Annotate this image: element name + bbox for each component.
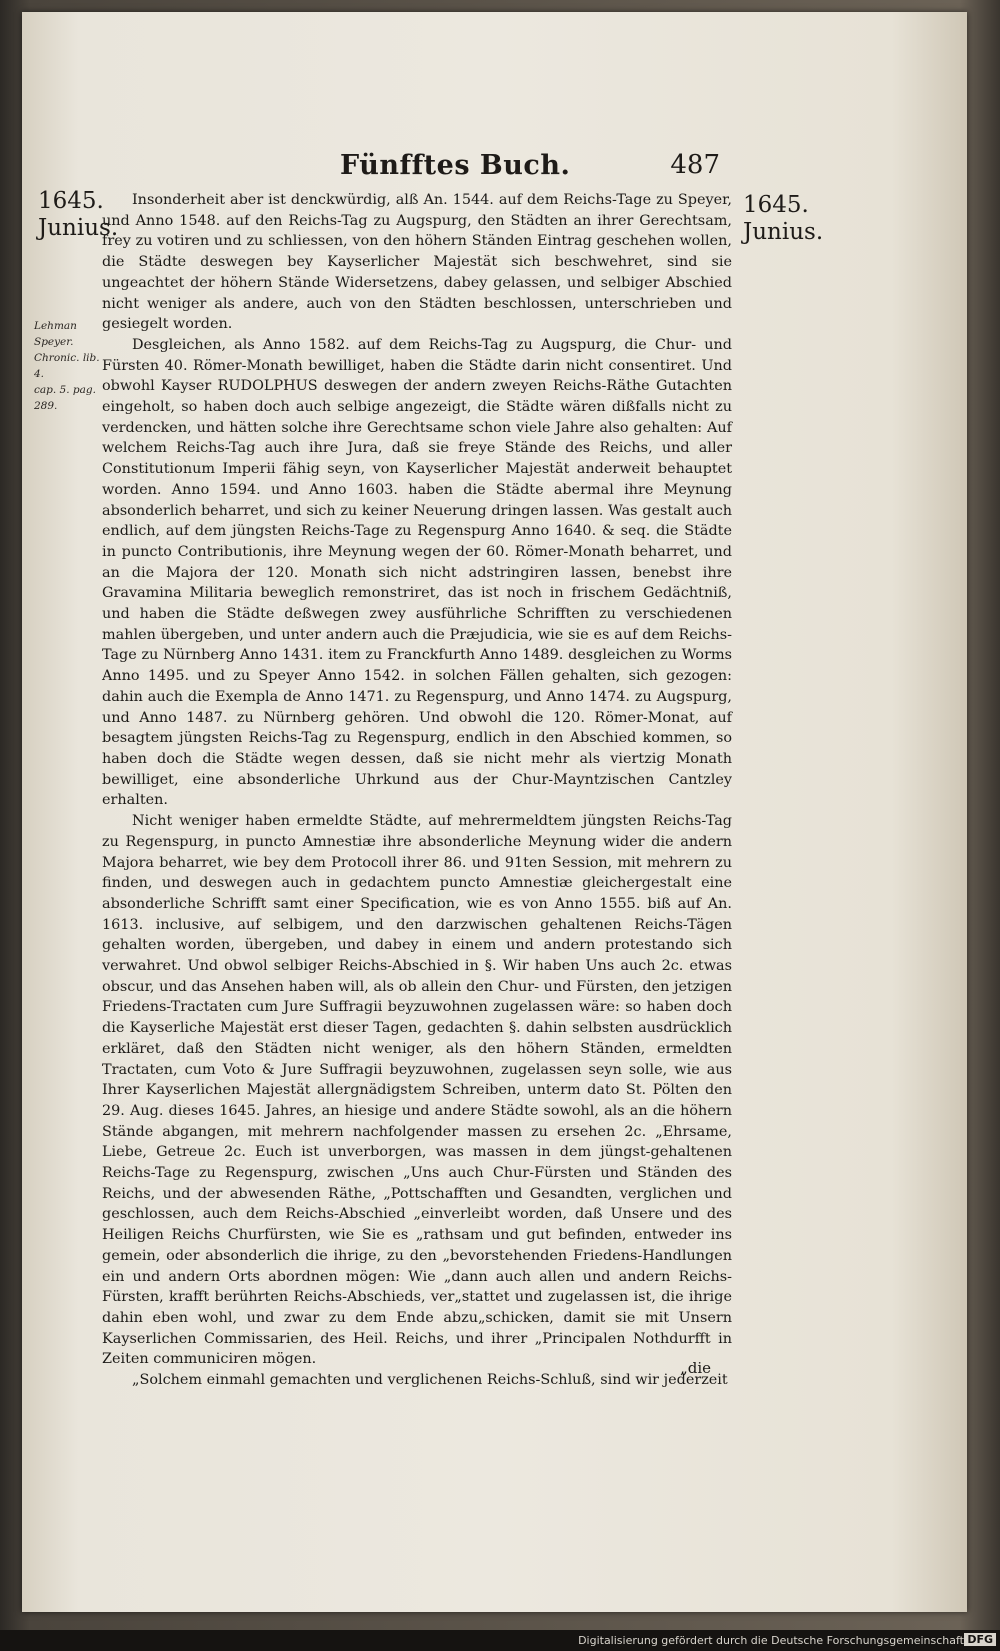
running-head [340,150,720,190]
catchword: „die [680,1359,712,1377]
left-margin-month: Junius. [38,215,119,241]
right-margin-year: 1645. [743,192,809,218]
body-text [102,190,732,1391]
marginal-citation-line: Speyer. [34,336,74,348]
right-margin-month: Junius. [743,219,824,245]
paragraph: Nicht weniger haben ermeldte Städte, auf mehrermeldtem jüngsten Reichs-Tag zu Regenspurg, in puncto Amnestiæ ihre absonderliche Meynung wider die andern Majora beharret, wie bey dem Protocoll ihrer 86. und 91ten Session, mit mehrern zu finden, und deswegen auch in gedachtem puncto Amnestiæ gleichergestalt eine absonderliche Schrifft samt einer Specification, wie es von Anno 1555. biß auf An. 1613. inclusive, auf selbigem, und den darzwischen gehaltenen Reichs-Tägen gehalten worden, übergeben, und dabey in einem und andern protestando sich verwahret. Und obwol selbiger Reichs-Abschied in §. Wir haben Uns auch 2c. etwas obscur, und das Ansehen haben will, als ob allein den Chur- und Fürsten, den jetzigen Friedens-Tractaten cum Jure Suffragii beyzuwohnen zugelassen wäre: so haben doch die Kayserliche Majestät erst dieser Tagen, gedachten §. dahin selbsten ausdrücklich erkläret, daß den Städten nicht weniger, als den höhern Ständen, ermeldten Tractaten, cum Voto & Jure Suffragii beyzuwohnen, zugelassen seyn solle, wie aus Ihrer Kayserlichen Majestät allergnädigstem Schreiben, unterm dato St. Pölten den 29. Aug. dieses 1645. Jahres, an hiesige und andere Städte sowohl, als an die höhern Stände abgangen, mit mehrern nachfolgender massen zu ersehen 2c. „Ehrsame, Liebe, Getreue 2c. Euch ist unverborgen, was massen in dem jüngst-gehaltenen Reichs-Tage zu Regenspurg, zwischen „Uns auch Chur-Fürsten und Ständen des Reichs, und der abwesenden Räthe, „Pottschafften und Gesandten, verglichen und geschlossen, auch dem Reichs-Abschied „einverleibt worden, daß Unsere und des Heiligen Reichs Churfürsten, wie Sie es „rathsam und gut befinden, entweder ins gemein, oder absonderlich die ihrige, zu den „bevorstehenden Friedens-Handlungen ein und andern Orts abordnen mögen: Wie „dann auch allen und andern Reichs-Fürsten, krafft berührten Reichs-Abschieds, ver„stattet und zugelassen ist, die ihrige dahin eben wohl, und zwar zu dem Ende abzu„schicken, damit sie mit Unsern Kayserlichen Commissarien, des Heil. Reichs, und ihrer „Principalen Nothdurfft in Zeiten communiciren mögen. [102,813,732,1368]
paragraph: „Solchem einmahl gemachten und verglichenen Reichs-Schluß, sind wir jederzeit [132,1372,728,1389]
page-number: 487 [670,150,720,180]
footer-credit: Digitalisierung gefördert durch die Deutsche Forschungsgemeinschaft [578,1634,964,1647]
dfg-logo: DFG [964,1633,996,1646]
paragraph: Insonderheit aber ist denckwürdig, alß An. 1544. auf dem Reichs-Tage zu Speyer, und Anno 1548. auf den Reichs-Tag zu Augspurg, den Städten an ihrer Gerechtsam, frey zu votiren und zu schliessen, von den höhern Ständen Eintrag geschehen wollen, die Städte deswegen bey Kayserlicher Majestät sich beschwehret, sind sie ungeachtet der höhern Stände Widersetzens, dabey gelassen, und selbiger Abschied nicht weniger als andere, auch von den Städten beschlossen, unterschrieben und gesiegelt worden. [102,192,732,333]
marginal-citation-line: Chronic. lib. 4. [34,352,100,380]
left-margin-year: 1645. [38,188,104,214]
marginal-citation-line: Lehman [34,320,77,332]
right-margin-date [743,192,823,246]
running-title: Fünfftes Buch. [340,150,571,181]
paragraph: Desgleichen, als Anno 1582. auf dem Reichs-Tag zu Augspurg, die Chur- und Fürsten 40. Römer-Monath bewilliget, haben die Städte darin nicht consentiret. Und obwohl Kayser RUDOLPHUS deswegen der andern zweyen Reichs-Räthe Gutachten eingeholt, so haben doch auch selbige angezeigt, die Städte wären dißfalls nicht zu verdencken, und hätten solche ihre Gerechtsame schon viele Jahre also gehalten: Auf welchem Reichs-Tag auch ihre Jura, daß sie freye Stände des Reichs, und aller Constitutionum Imperii fähig seyn, von Kayserlicher Majestät anderweit behauptet worden. Anno 1594. und Anno 1603. haben die Städte abermal ihre Meynung absonderlich beharret, und sich zu keiner Neuerung dringen lassen. Was gestalt auch endlich, auf dem jüngsten Reichs-Tage zu Regenspurg Anno 1640. & seq. die Städte in puncto Contributionis, ihre Meynung wegen der 60. Römer-Monath beharret, und an die Majora der 120. Monath sich nicht adstringiren lassen, benebst ihre Gravamina Militaria beweglich remonstriret, das ist noch in frischem Gedächtniß, und haben die Städte deßwegen zwey ausführliche Schrifften zu verschiedenen mahlen übergeben, und unter andern auch die Præjudicia, wie sie es auf dem Reichs-Tage zu Nürnberg Anno 1431. item zu Franckfurth Anno 1489. desgleichen zu Worms Anno 1495. und zu Speyer Anno 1542. in solchen Fällen gehalten, sich gezogen: dahin auch die Exempla de Anno 1471. zu Regenspurg, und Anno 1474. zu Augspurg, und Anno 1487. zu Nürnberg gehören. Und obwohl die 120. Römer-Monat, auf besagtem jüngsten Reichs-Tag zu Regenspurg, endlich in den Abschied kommen, so haben doch die Städte wegen dessen, daß sie nicht mehr als viertzig Monath bewilliget, eine absonderliche Uhrkund aus der Chur-Mayntzischen Cantzley erhalten. [102,336,732,809]
marginal-citation [34,318,106,414]
marginal-citation-line: cap. 5. pag. 289. [34,384,96,412]
